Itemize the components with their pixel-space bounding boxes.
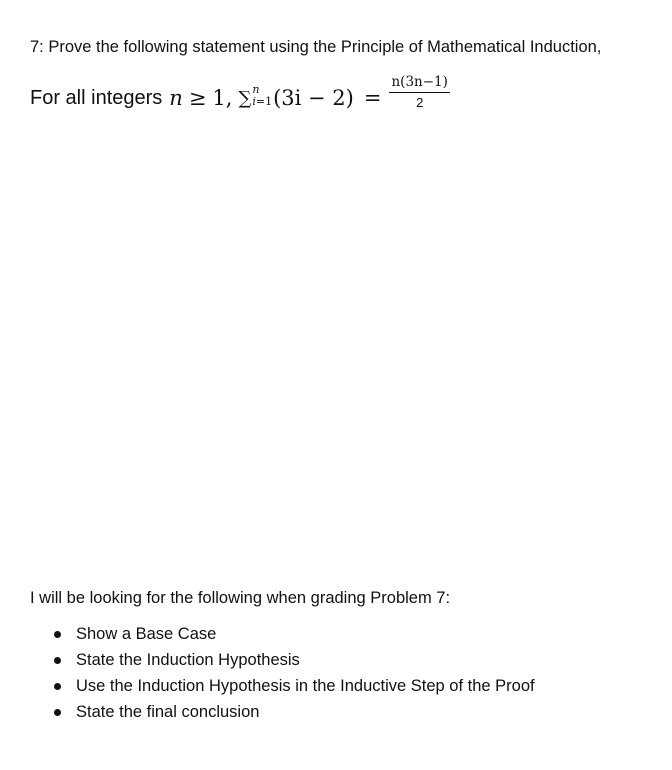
statement-comma: , [225,86,233,110]
problem-heading: 7: Prove the following statement using the Principle of Mathematical Induction, [30,38,602,56]
summation-index: i [252,95,256,108]
summation [238,83,273,110]
summation-limits [252,84,272,108]
bullet-icon [54,683,61,690]
grading-intro: I will be looking for the following when grading Problem 7: [30,589,451,607]
grading-criteria-list [54,624,535,728]
criterion-text: State the final conclusion [76,703,260,721]
fraction-denominator: 2 [416,94,424,110]
list-item [54,650,535,676]
bullet-icon [54,631,61,638]
summand: (3i − 2) [273,86,354,110]
equals-sign: = [363,86,382,110]
list-item [54,702,535,728]
fraction-numerator: n(3n−1) [389,75,449,93]
summation-index-start: =1 [255,95,273,108]
statement-lead-text: For all integers [30,86,163,109]
criterion-text: Use the Induction Hypothesis in the Inductive Step of the Proof [76,677,535,695]
variable-n: n [169,86,183,110]
induction-statement [30,76,450,120]
summation-lower-limit [252,96,272,108]
closed-form-fraction [389,75,449,109]
list-item [54,624,535,650]
criterion-text: State the Induction Hypothesis [76,651,300,669]
list-item [54,676,535,702]
criterion-text: Show a Base Case [76,625,217,643]
geq-symbol: ≥ [188,86,207,110]
bullet-icon [54,709,61,716]
summation-upper-limit: n [252,83,260,96]
sigma-symbol: ∑ [238,88,252,109]
lower-bound-one: 1 [212,86,226,110]
bullet-icon [54,657,61,664]
